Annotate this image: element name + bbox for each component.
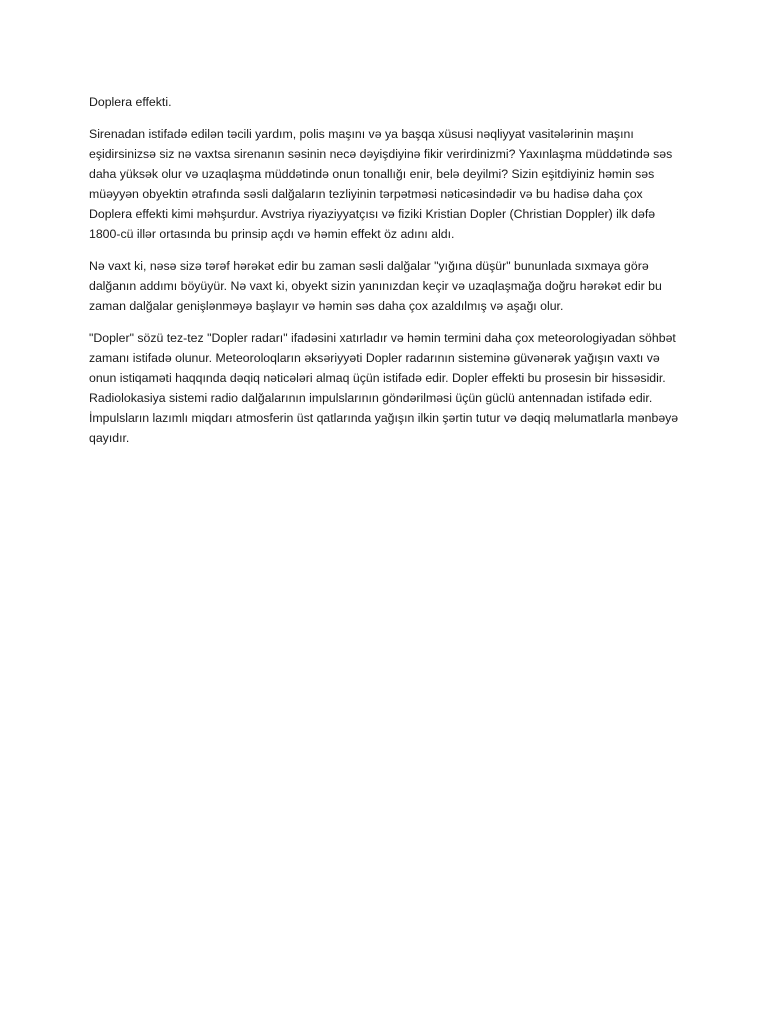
paragraph-1: Sirenadan istifadə edilən təcili yardım, polis maşını və ya başqa xüsusi nəqliyyat vasitələrinin maşını eşidirsinizsə siz nə vaxtsa sirenanın səsinin necə dəyişdiyinə fikir verirdinizmi? Yaxınlaşma müddətində səs daha yüksək olur və uzaqlaşma müddətində onun tonallığı enir, belə deyilmi? Sizin eşitdiyiniz həmin səs müəyyən obyektin ətrafında səsli dalğaların tezliyinin tərpətməsi nəticəsindədir və bu hadisə daha çox Doplera effekti kimi məhşurdur. Avstriya riyaziyyatçısı və fiziki Kristian Dopler (Christian Doppler) ilk dəfə 1800-cü illər ortasında bu prinsip açdı və həmin effekt öz adını aldı. <box>89 127 673 241</box>
document-title: Doplera effekti. <box>89 95 172 109</box>
paragraph-2: Nə vaxt ki, nəsə sizə tərəf hərəkət edir bu zaman səsli dalğalar "yığına düşür" bununlada sıxmaya görə dalğanın addımı böyüyür. Nə vaxt ki, obyekt sizin yanınızdan keçir və uzaqlaşmağa doğru hərəkət edir bu zaman dalğalar genişlənməyə başlayır və həmin səs daha çox azaldılmış və aşağı olur. <box>89 259 662 313</box>
paragraph-3: "Dopler" sözü tez-tez "Dopler radarı" ifadəsini xatırladır və həmin termini daha çox meteorologiyadan söhbət zamanı istifadə olunur. Meteoroloqların əksəriyyəti Dopler radarının sisteminə güvənərək yağışın vaxtı və onun istiqaməti haqqında dəqiq nəticələri almaq üçün istifadə edir. Dopler effekti bu prosesin bir hissəsidir. Radiolokasiya sistemi radio dalğalarının impulslarının göndərilməsi üçün güclü antennadan istifadə edir. İmpulsların lazımlı miqdarı atmosferin üst qatlarında yağışın ilkin şərtin tutur və dəqiq məlumatlarla mənbəyə qayıdır. <box>89 331 679 445</box>
document-page <box>89 92 679 460</box>
